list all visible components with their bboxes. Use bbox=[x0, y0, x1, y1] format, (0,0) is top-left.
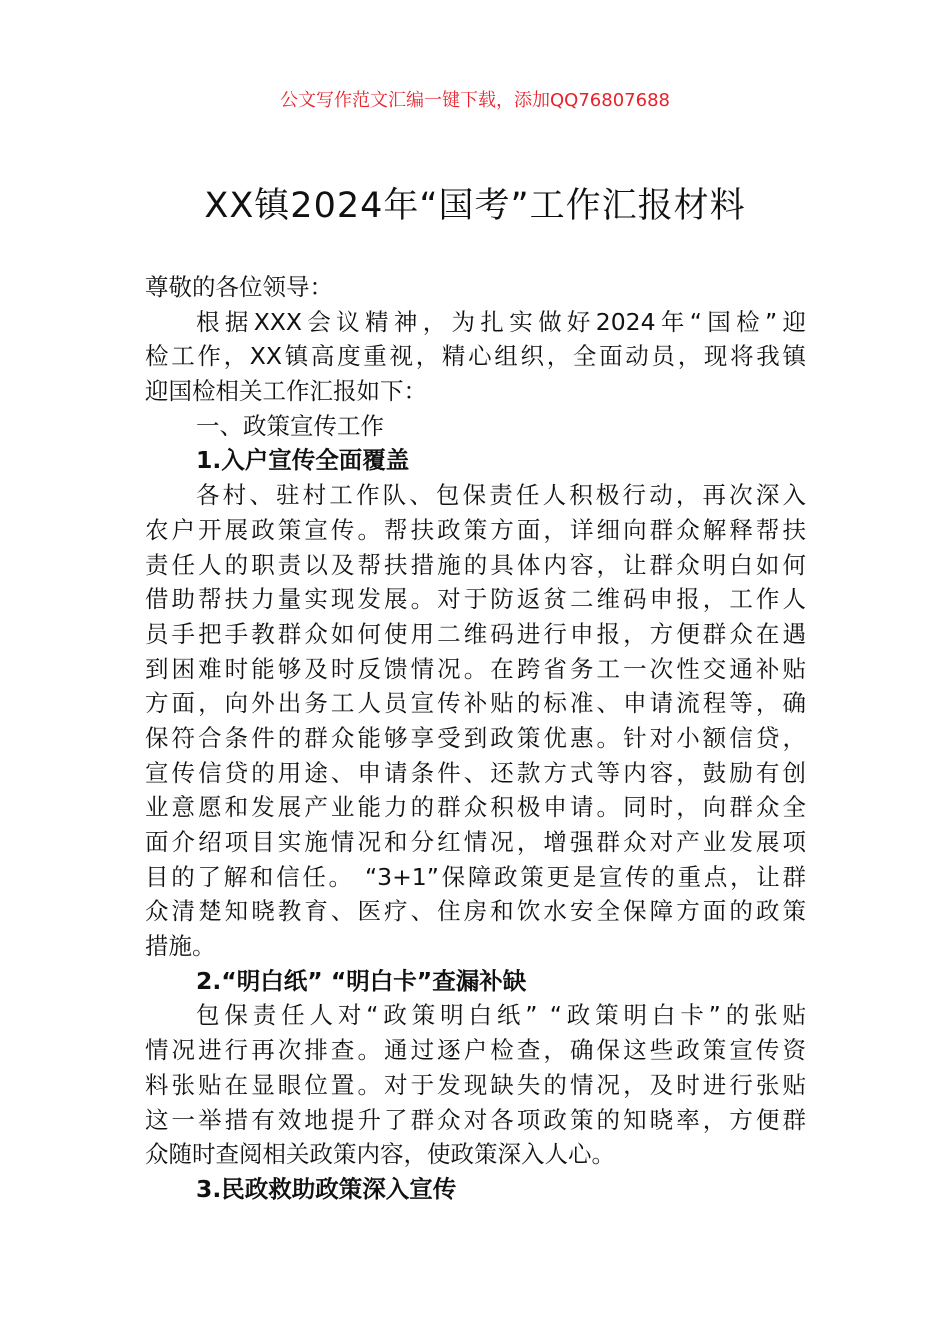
paragraph-line: 情况进行再次排查。通过逐户检查，确保这些政策宣传资 bbox=[145, 1036, 806, 1065]
paragraph-line: 方面，向外出务工人员宣传补贴的标准、申请流程等，确 bbox=[145, 689, 806, 718]
heading-line: 一、政策宣传工作 bbox=[196, 411, 384, 440]
subheading-line: 1.入户宣传全面覆盖 bbox=[196, 446, 410, 475]
paragraph-line: 众随时查阅相关政策内容，使政策深入人心。 bbox=[145, 1140, 615, 1169]
paragraph-line: 众清楚知晓教育、医疗、住房和饮水安全保障方面的政策 bbox=[145, 897, 806, 926]
paragraph-line: 员手把手教群众如何使用二维码进行申报，方便群众在遇 bbox=[145, 619, 806, 648]
paragraph-line: 借助帮扶力量实现发展。对于防返贫二维码申报，工作人 bbox=[145, 585, 806, 614]
paragraph-line: 宣传信贷的用途、申请条件、还款方式等内容，鼓励有创 bbox=[145, 758, 806, 787]
paragraph-line: 这一举措有效地提升了群众对各项政策的知晓率，方便群 bbox=[145, 1105, 806, 1134]
document-body bbox=[145, 270, 806, 1207]
paragraph-line: 到困难时能够及时反馈情况。在跨省务工一次性交通补贴 bbox=[145, 654, 806, 683]
paragraph-line: 目的了解和信任。 “3+1”保障政策更是宣传的重点，让群 bbox=[145, 862, 806, 891]
paragraph-line: 责任人的职责以及帮扶措施的具体内容，让群众明白如何 bbox=[145, 550, 806, 579]
paragraph-line: 检工作，XX镇高度重视，精心组织，全面动员，现将我镇 bbox=[145, 342, 806, 371]
paragraph-line: 迎国检相关工作汇报如下： bbox=[145, 377, 427, 406]
paragraph-line: 措施。 bbox=[145, 932, 216, 961]
salutation-line: 尊敬的各位领导： bbox=[145, 273, 333, 301]
paragraph-line: 包保责任人对“政策明白纸” “政策明白卡”的张贴 bbox=[196, 1001, 806, 1030]
paragraph-line: 农户开展政策宣传。帮扶政策方面，详细向群众解释帮扶 bbox=[145, 515, 806, 544]
paragraph-line: 根据XXX会议精神，为扎实做好2024年“国检”迎 bbox=[196, 307, 806, 336]
download-promo-note: 公文写作范文汇编一键下载，添加QQ76807688 bbox=[280, 90, 670, 111]
paragraph-line: 面介绍项目实施情况和分红情况，增强群众对产业发展项 bbox=[145, 828, 806, 856]
subheading-line: 2.“明白纸” “明白卡”查漏补缺 bbox=[196, 966, 527, 995]
document-title: XX镇2024年“国考”工作汇报材料 bbox=[204, 186, 746, 226]
paragraph-line: 各村、驻村工作队、包保责任人积极行动，再次深入 bbox=[196, 481, 806, 510]
paragraph-line: 业意愿和发展产业能力的群众积极申请。同时，向群众全 bbox=[145, 793, 806, 822]
paragraph-line: 保符合条件的群众能够享受到政策优惠。针对小额信贷， bbox=[145, 723, 806, 752]
paragraph-line: 料张贴在显眼位置。对于发现缺失的情况，及时进行张贴 bbox=[145, 1070, 806, 1099]
subheading-line: 3.民政救助政策深入宣传 bbox=[196, 1174, 457, 1203]
